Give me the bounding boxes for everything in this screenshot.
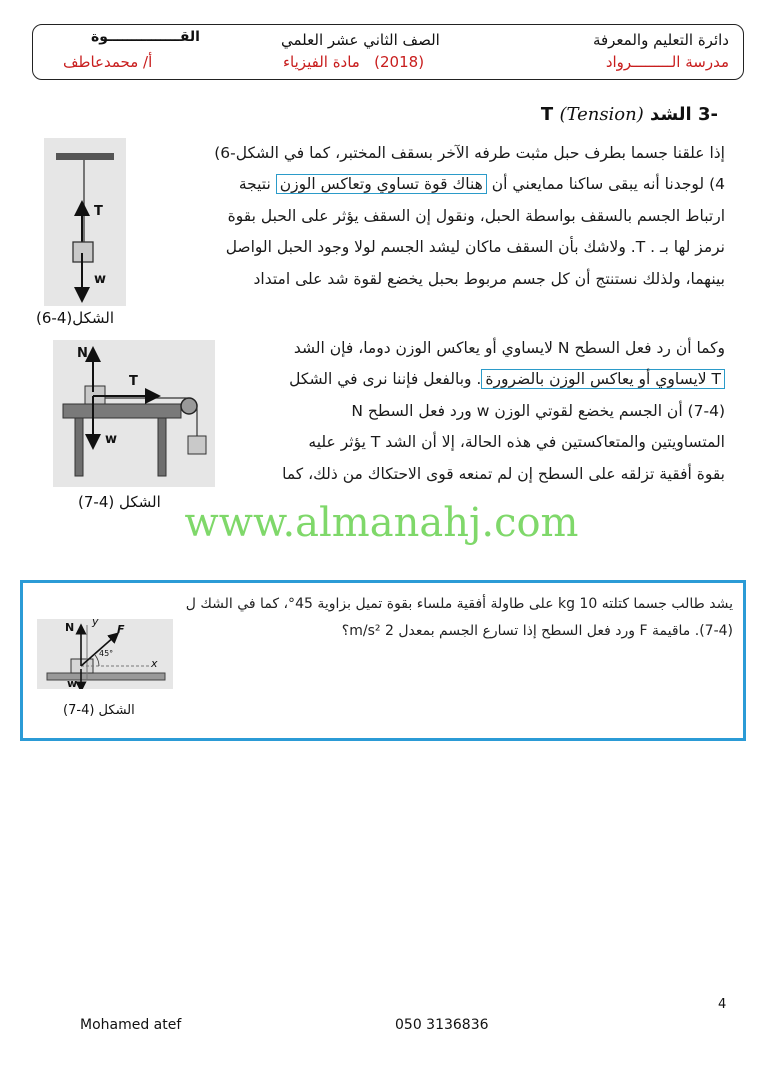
p2-line3: (7-4) أن الجسم يخضع لقوتي الوزن w ورد فعل السطح N bbox=[351, 401, 725, 420]
fig2-label-w: w bbox=[105, 432, 118, 447]
exercise-box bbox=[20, 580, 746, 741]
subject-name: مادة الفيزياء bbox=[283, 53, 360, 71]
subject-label bbox=[283, 53, 424, 71]
footer-phone: 050 3136836 bbox=[395, 1017, 489, 1033]
section-symbol: T bbox=[540, 104, 554, 125]
fig1-label-w: w bbox=[94, 272, 107, 287]
department-name: دائرة التعليم والمعرفة bbox=[592, 31, 729, 49]
footer-author: Mohamed atef bbox=[80, 1017, 182, 1033]
section-latin: (Tension) bbox=[559, 104, 644, 125]
paragraph-2 bbox=[228, 333, 725, 490]
exercise-figure bbox=[37, 615, 173, 690]
page-number: 4 bbox=[718, 997, 727, 1012]
table-top bbox=[63, 404, 181, 418]
p2-line1: وكما أن رد فعل السطح N لايساوي أو يعاكس الوزن دوما، فإن الشد bbox=[293, 339, 725, 357]
chapter-title: القـــــــــــــــوة bbox=[91, 29, 200, 45]
header-box bbox=[32, 24, 744, 80]
watermark-url: www.almanahj.com bbox=[184, 500, 579, 546]
table-leg-right bbox=[158, 418, 166, 476]
hanging-weight-block bbox=[188, 436, 206, 454]
grade-label: الصف الثاني عشر العلمي bbox=[281, 31, 440, 49]
ex-label-F: F bbox=[117, 623, 125, 636]
ex-label-N: N bbox=[65, 621, 75, 634]
section-number: -3 bbox=[697, 104, 718, 125]
fig2-label-T: T bbox=[129, 374, 138, 389]
surface-bar bbox=[47, 673, 165, 680]
teacher-name: أ/ محمدعاطف bbox=[63, 53, 153, 71]
highlight-box-2: T لايساوي أو يعاكس الوزن بالضرورة bbox=[481, 369, 725, 389]
figure-table-pulley bbox=[53, 340, 215, 487]
fig1-label-T: T bbox=[94, 204, 103, 219]
ceiling-bar bbox=[56, 153, 114, 160]
exercise-line1: يشد طالب جسما كتلته 10 kg على طاولة أفقية ملساء بقوة تميل بزاوية 45°، كما في الشك ل bbox=[185, 596, 733, 612]
p2-line2: T لايساوي أو يعاكس الوزن بالضرورة. وبالفعل فإننا نرى في الشكل bbox=[228, 364, 725, 395]
table-pulley-diagram bbox=[53, 340, 215, 487]
pulley-wheel bbox=[181, 398, 197, 414]
p1-line2: 4) لوجدنا أنه يبقى ساكنا ممايعني أن هناك قوة تساوي وتعاكس الوزن نتيجة bbox=[238, 175, 725, 194]
p1-line3: ارتباط الجسم بالسقف بواسطة الحبل، ونقول إن السقف يؤثر على الحبل بقوة bbox=[227, 206, 725, 225]
p1-line1: إذا علقنا جسما بطرف حبل مثبت طرفه الآخر بسقف المختبر، كما في الشكل-6) bbox=[214, 144, 725, 162]
section-name: الشد bbox=[650, 104, 692, 125]
section-title bbox=[541, 104, 718, 125]
exercise-figure-caption: الشكل (4-7) bbox=[63, 703, 135, 718]
hanging-mass-diagram bbox=[44, 138, 126, 306]
p1-line4: نرمز لها بـ . T. ولاشك بأن السقف ماكان ليشد الجسم لولا وجود الحبل الواصل bbox=[225, 238, 725, 257]
paragraph-1 bbox=[145, 138, 725, 295]
ex-label-x: x bbox=[151, 657, 158, 670]
ex-label-angle: 45° bbox=[99, 649, 114, 658]
figure-hanging-mass bbox=[44, 138, 126, 306]
exercise-line2: (7-4). ماقيمة F ورد فعل السطح إذا تسارع الجسم بمعدل 2 m/s²؟ bbox=[341, 623, 733, 639]
figure1-caption: الشكل(4-6) bbox=[36, 309, 114, 327]
highlight-box-1: هناك قوة تساوي وتعاكس الوزن bbox=[276, 174, 487, 194]
school-name: مدرسة الـــــــــرواد bbox=[605, 53, 729, 71]
table-leg-left bbox=[75, 418, 83, 476]
ex-label-y: y bbox=[92, 615, 99, 628]
p2-line4: المتساويتين والمتعاكستين في هذه الحالة، إلا أن الشد T يؤثر عليه bbox=[308, 433, 725, 452]
figure2-caption: الشكل (4-7) bbox=[78, 493, 161, 511]
p2-line5: بقوة أفقية تزلقه على السطح إن لم تمنعه قوى الاحتكاك من ذلك، كما bbox=[282, 464, 725, 483]
fig2-label-N: N bbox=[77, 346, 88, 361]
p1-line5: بينهما، ولذلك نستنتج أن كل جسم مربوط بحبل يخضع لقوة شد على امتداد bbox=[253, 269, 725, 288]
ex-label-w: w bbox=[67, 677, 78, 690]
subject-year: (2018) bbox=[374, 53, 425, 71]
